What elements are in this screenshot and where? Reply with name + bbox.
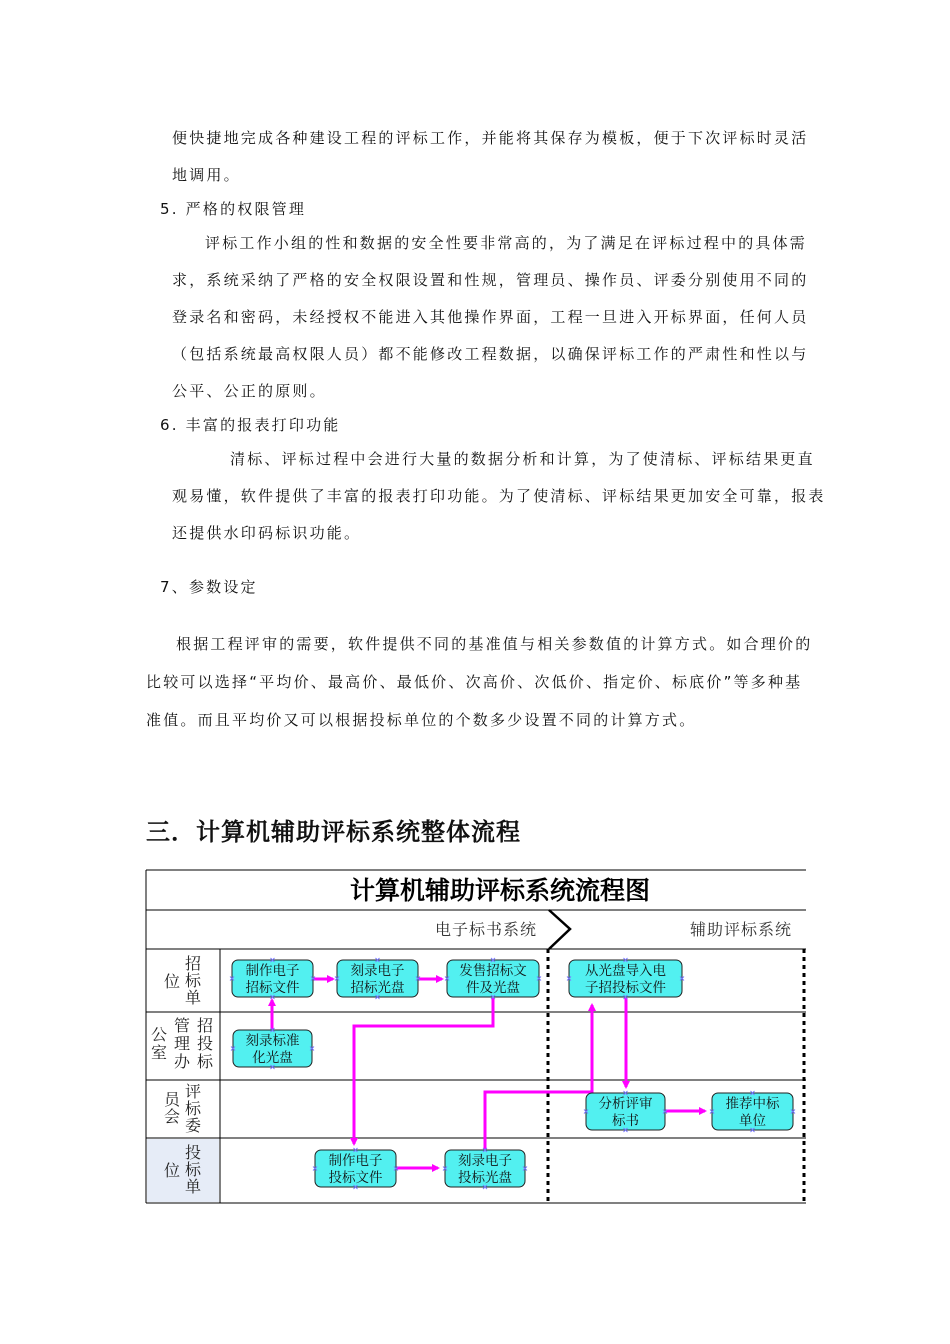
box-sell-docs <box>447 960 539 997</box>
lane-char: 委 <box>184 1116 202 1135</box>
box-label: 刻录电子 <box>458 1153 512 1169</box>
box-label: 制作电子 <box>328 1153 383 1169</box>
lane-char: 会 <box>163 1107 181 1126</box>
paragraph-line: 观易懂，软件提供了丰富的报表打印功能。为了使清标、评标结果更加安全可靠，报表 <box>172 487 826 505</box>
lane-char: 员 <box>163 1090 181 1109</box>
lane-char: 投 <box>184 1143 202 1162</box>
box-label: 从光盘导入电 <box>585 963 666 979</box>
box-label: 标书 <box>612 1113 639 1129</box>
box-label: 推荐中标 <box>725 1096 780 1112</box>
arrow <box>354 998 493 1144</box>
arrow <box>485 1005 592 1150</box>
paragraph-line: 登录名和密码，未经授权不能进入其他操作界面，工程一旦进入开标界面，任何人员 <box>172 308 809 326</box>
paragraph-line: 地调用。 <box>172 166 241 184</box>
system-label-left: 电子标书系统 <box>434 920 537 939</box>
lane-char: 位 <box>163 972 181 991</box>
paragraph-line: 求，系统采纳了严格的安全权限设置和性规，管理员、操作员、评委分别使用不同的 <box>172 271 809 289</box>
box-make-tender-docs <box>315 1150 396 1187</box>
lane-char: 评 <box>184 1082 202 1101</box>
lane-label-zhaobiao <box>164 954 202 1007</box>
lane-char: 标 <box>184 1160 202 1179</box>
lane-label-office <box>151 1016 214 1071</box>
paragraph-line: 还提供水印码标识功能。 <box>172 524 362 542</box>
lane-label-committee <box>164 1082 202 1135</box>
flow-arrows <box>272 979 705 1168</box>
paragraph-line: 评标工作小组的性和数据的安全性要非常高的，为了满足在评标过程中的具体需 <box>205 234 808 252</box>
list-item-5: 5. 严格的权限管理 <box>160 200 307 218</box>
box-label: 分析评审 <box>598 1096 653 1112</box>
box-import-disc <box>569 960 682 997</box>
box-burn-std-disc <box>233 1030 312 1067</box>
paragraph-line: 根据工程评审的需要，软件提供不同的基准值与相关参数值的计算方式。如合理价的 <box>176 635 813 653</box>
lane-char: 公 <box>150 1025 168 1044</box>
paragraph-line: 清标、评标过程中会进行大量的数据分析和计算，为了使清标、评标结果更直 <box>230 450 815 468</box>
paragraph-line: （包括系统最高权限人员）都不能修改工程数据，以确保评标工作的严肃性和性以与 <box>172 345 809 363</box>
box-label: 化光盘 <box>252 1050 293 1066</box>
box-label: 单位 <box>739 1113 766 1129</box>
box-label: 发售招标文 <box>459 963 527 979</box>
box-analyze-review <box>586 1093 665 1130</box>
box-label: 件及光盘 <box>466 980 520 996</box>
lane-char: 投 <box>196 1034 214 1053</box>
box-label: 招标光盘 <box>350 980 405 996</box>
lane-char: 标 <box>196 1052 214 1071</box>
paragraph-line: 公平、公正的原则。 <box>172 382 327 400</box>
box-burn-bid-disc <box>337 960 418 997</box>
box-label: 投标光盘 <box>458 1170 512 1186</box>
box-make-bid-docs <box>232 960 313 997</box>
box-label: 制作电子 <box>245 963 300 979</box>
box-label: 投标文件 <box>328 1170 383 1186</box>
box-label: 刻录电子 <box>350 963 405 979</box>
lane-char: 办 <box>173 1052 191 1071</box>
box-recommend-winner <box>712 1093 793 1130</box>
paragraph-line: 比较可以选择“平均价、最高价、最低价、次高价、次低价、指定价、标底价”等多种基 <box>146 673 803 691</box>
list-item-7: 7、参数设定 <box>160 578 258 596</box>
lane-char: 招 <box>196 1016 214 1035</box>
lane-char: 管 <box>173 1016 191 1035</box>
lane-char: 标 <box>184 971 202 990</box>
box-label: 招标文件 <box>245 980 300 996</box>
flowchart-title: 计算机辅助评标系统流程图 <box>349 876 651 905</box>
system-label-right: 辅助评标系统 <box>689 920 792 939</box>
lane-char: 理 <box>173 1034 191 1053</box>
paragraph-line: 便快捷地完成各种建设工程的评标工作，并能将其保存为模板，便于下次评标时灵活 <box>172 129 809 147</box>
box-label: 子招投标文件 <box>585 980 666 996</box>
section-heading: 三．计算机辅助评标系统整体流程 <box>146 818 521 846</box>
list-item-6: 6. 丰富的报表打印功能 <box>160 416 341 434</box>
lane-char: 位 <box>163 1161 181 1180</box>
box-label: 刻录标准 <box>245 1033 300 1049</box>
lane-char: 标 <box>184 1099 202 1118</box>
lane-char: 单 <box>184 988 202 1007</box>
lane-char: 单 <box>184 1177 202 1196</box>
paragraph-line: 准值。而且平均价又可以根据投标单位的个数多少设置不同的计算方式。 <box>146 711 697 729</box>
box-burn-tender-disc <box>445 1150 525 1187</box>
lane-char: 招 <box>184 954 202 973</box>
lane-char: 室 <box>150 1043 168 1062</box>
